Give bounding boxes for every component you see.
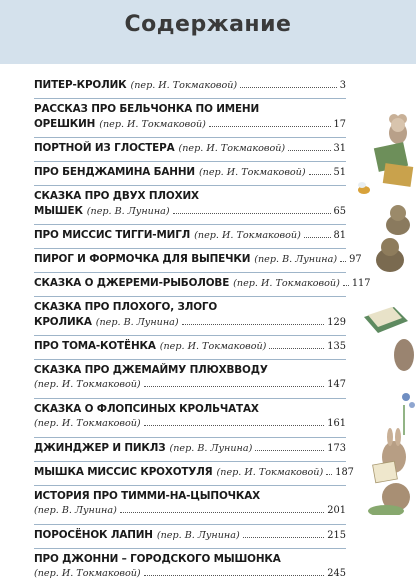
toc-line <box>34 79 346 94</box>
translator: (пер. И. Токмаковой) <box>34 568 141 579</box>
toc-entry <box>34 403 346 433</box>
toc-entry <box>34 442 346 457</box>
toc-entry <box>34 79 346 94</box>
page-number: 215 <box>327 530 346 541</box>
dot-leader <box>144 386 325 387</box>
toc-entry <box>34 277 371 292</box>
toc-entry <box>34 466 354 481</box>
toc-line <box>34 205 346 220</box>
dot-leader <box>173 213 331 214</box>
page-number: 187 <box>335 467 354 478</box>
toc-line <box>34 466 354 481</box>
dot-leader <box>288 150 330 151</box>
separator-line <box>34 524 346 525</box>
toc-entry <box>34 103 346 133</box>
story-title: СКАЗКА ПРО ДВУХ ПЛОХИХ <box>34 190 199 202</box>
translator: (пер. И. Токмаковой) <box>130 80 238 91</box>
toc-entry <box>34 229 346 244</box>
dot-leader <box>120 512 324 513</box>
dot-leader <box>255 450 324 451</box>
page-number: 161 <box>327 418 346 429</box>
story-title: ПРО ДЖОННИ – ГОРОДСКОГО МЫШОНКА <box>34 553 281 565</box>
dot-leader <box>309 174 331 175</box>
story-title: ДЖИНДЖЕР И ПИКЛЗ <box>34 442 166 454</box>
page-number: 17 <box>333 119 346 130</box>
toc-entry <box>34 166 346 181</box>
page-number: 97 <box>349 254 362 265</box>
toc-entry <box>34 301 346 331</box>
story-title: СКАЗКА ПРО ДЖЕМАЙМУ ПЛЮХВВОДУ <box>34 364 268 376</box>
page-number: 201 <box>327 505 346 516</box>
toc-entry <box>34 142 346 157</box>
translator: (пер. И. Токмаковой) <box>194 230 301 241</box>
dot-leader <box>144 575 325 576</box>
page-number: 129 <box>327 317 346 328</box>
toc-line <box>34 490 346 505</box>
story-title: РАССКАЗ ПРО БЕЛЬЧОНКА ПО ИМЕНИ <box>34 103 260 115</box>
dot-leader <box>209 126 331 127</box>
separator-line <box>34 137 346 138</box>
dot-leader <box>182 324 325 325</box>
separator-line <box>34 185 346 186</box>
rabbit-mouse-illustration <box>346 85 416 515</box>
story-title: МЫШКА МИССИС КРОХОТУЛЯ <box>34 466 213 478</box>
story-title-cont: МЫШЕК <box>34 205 83 217</box>
toc-line <box>34 253 362 268</box>
toc-line <box>34 118 346 133</box>
separator-line <box>34 296 346 297</box>
translator: (пер. И. Токмаковой) <box>34 379 141 390</box>
separator-line <box>34 248 346 249</box>
dot-leader <box>269 348 324 349</box>
translator: (пер. И. Токмаковой) <box>178 143 286 154</box>
dot-leader <box>304 237 331 238</box>
translator: (пер. И. Токмаковой) <box>233 278 340 289</box>
separator-line <box>34 98 346 99</box>
translator: (пер. В. Лунина) <box>86 206 170 217</box>
toc-entry <box>34 490 346 520</box>
page-number: 135 <box>327 341 346 352</box>
story-title: ПРО МИССИС ТИГГИ-МИГЛ <box>34 229 191 241</box>
story-title-cont: ОРЕШКИН <box>34 118 96 130</box>
toc-line <box>34 316 346 331</box>
translator: (пер. В. Лунина) <box>95 317 179 328</box>
story-title: ПОРОСЁНОК ЛАПИН <box>34 529 153 541</box>
story-title: ПИТЕР-КРОЛИК <box>34 79 127 91</box>
separator-line <box>34 359 346 360</box>
toc-line <box>34 379 346 394</box>
toc-line <box>34 442 346 457</box>
dot-leader <box>326 474 332 475</box>
page-number: 117 <box>351 278 371 289</box>
toc-line <box>34 190 346 205</box>
translator: (пер. В. Лунина) <box>156 530 240 541</box>
toc-line <box>34 340 346 355</box>
story-title: ПРО ТОМА-КОТЁНКА <box>34 340 156 352</box>
translator: (пер. И. Токмаковой) <box>99 119 206 130</box>
toc-line <box>34 103 346 118</box>
table-of-contents <box>34 79 371 583</box>
page-number: 3 <box>339 80 346 91</box>
separator-line <box>34 485 346 486</box>
story-title: СКАЗКА О ДЖЕРЕМИ-РЫБОЛОВЕ <box>34 277 230 289</box>
separator-line <box>34 461 346 462</box>
translator: (пер. И. Токмаковой) <box>216 467 324 478</box>
dot-leader <box>240 87 337 88</box>
translator: (пер. И. Токмаковой) <box>159 341 267 352</box>
story-title: СКАЗКА ПРО ПЛОХОГО, ЗЛОГО <box>34 301 218 313</box>
page-number: 81 <box>333 230 346 241</box>
story-title: ПИРОГ И ФОРМОЧКА ДЛЯ ВЫПЕЧКИ <box>34 253 251 265</box>
toc-entry <box>34 253 362 268</box>
separator-line <box>34 161 346 162</box>
separator-line <box>34 335 346 336</box>
story-title: ИСТОРИЯ ПРО ТИММИ-НА-ЦЫПОЧКАХ <box>34 490 260 502</box>
separator-line <box>34 398 346 399</box>
translator: (пер. В. Лунина) <box>34 505 117 516</box>
toc-line <box>34 301 346 316</box>
toc-line <box>34 403 346 418</box>
toc-entry <box>34 190 346 220</box>
toc-line <box>34 277 371 292</box>
page-number: 51 <box>333 167 346 178</box>
toc-line <box>34 364 346 379</box>
toc-line <box>34 568 346 583</box>
story-title: СКАЗКА О ФЛОПСИНЫХ КРОЛЬЧАТАХ <box>34 403 259 415</box>
toc-line <box>34 553 346 568</box>
toc-entry <box>34 364 346 394</box>
dot-leader <box>144 425 325 426</box>
story-title-cont: КРОЛИКА <box>34 316 92 328</box>
story-title: ПОРТНОЙ ИЗ ГЛОСТЕРА <box>34 142 175 154</box>
toc-line <box>34 529 346 544</box>
page-number: 65 <box>333 206 346 217</box>
toc-entry <box>34 553 346 583</box>
toc-entry <box>34 340 346 355</box>
separator-line <box>34 224 346 225</box>
toc-line <box>34 166 346 181</box>
story-title: ПРО БЕНДЖАМИНА БАННИ <box>34 166 195 178</box>
translator: (пер. И. Токмаковой) <box>198 167 306 178</box>
separator-line <box>34 272 346 273</box>
separator-line <box>34 548 346 549</box>
toc-line <box>34 142 346 157</box>
translator: (пер. И. Токмаковой) <box>34 418 141 429</box>
page-number: 31 <box>333 143 346 154</box>
page-title: Содержание <box>124 12 292 37</box>
toc-line <box>34 229 346 244</box>
page-number: 173 <box>327 443 346 454</box>
page-number: 147 <box>327 379 346 390</box>
dot-leader <box>243 537 325 538</box>
toc-entry <box>34 529 346 544</box>
separator-line <box>34 437 346 438</box>
translator: (пер. В. Лунина) <box>254 254 338 265</box>
page-number: 245 <box>327 568 346 579</box>
translator: (пер. В. Лунина) <box>169 443 253 454</box>
toc-line <box>34 505 346 520</box>
toc-line <box>34 418 346 433</box>
